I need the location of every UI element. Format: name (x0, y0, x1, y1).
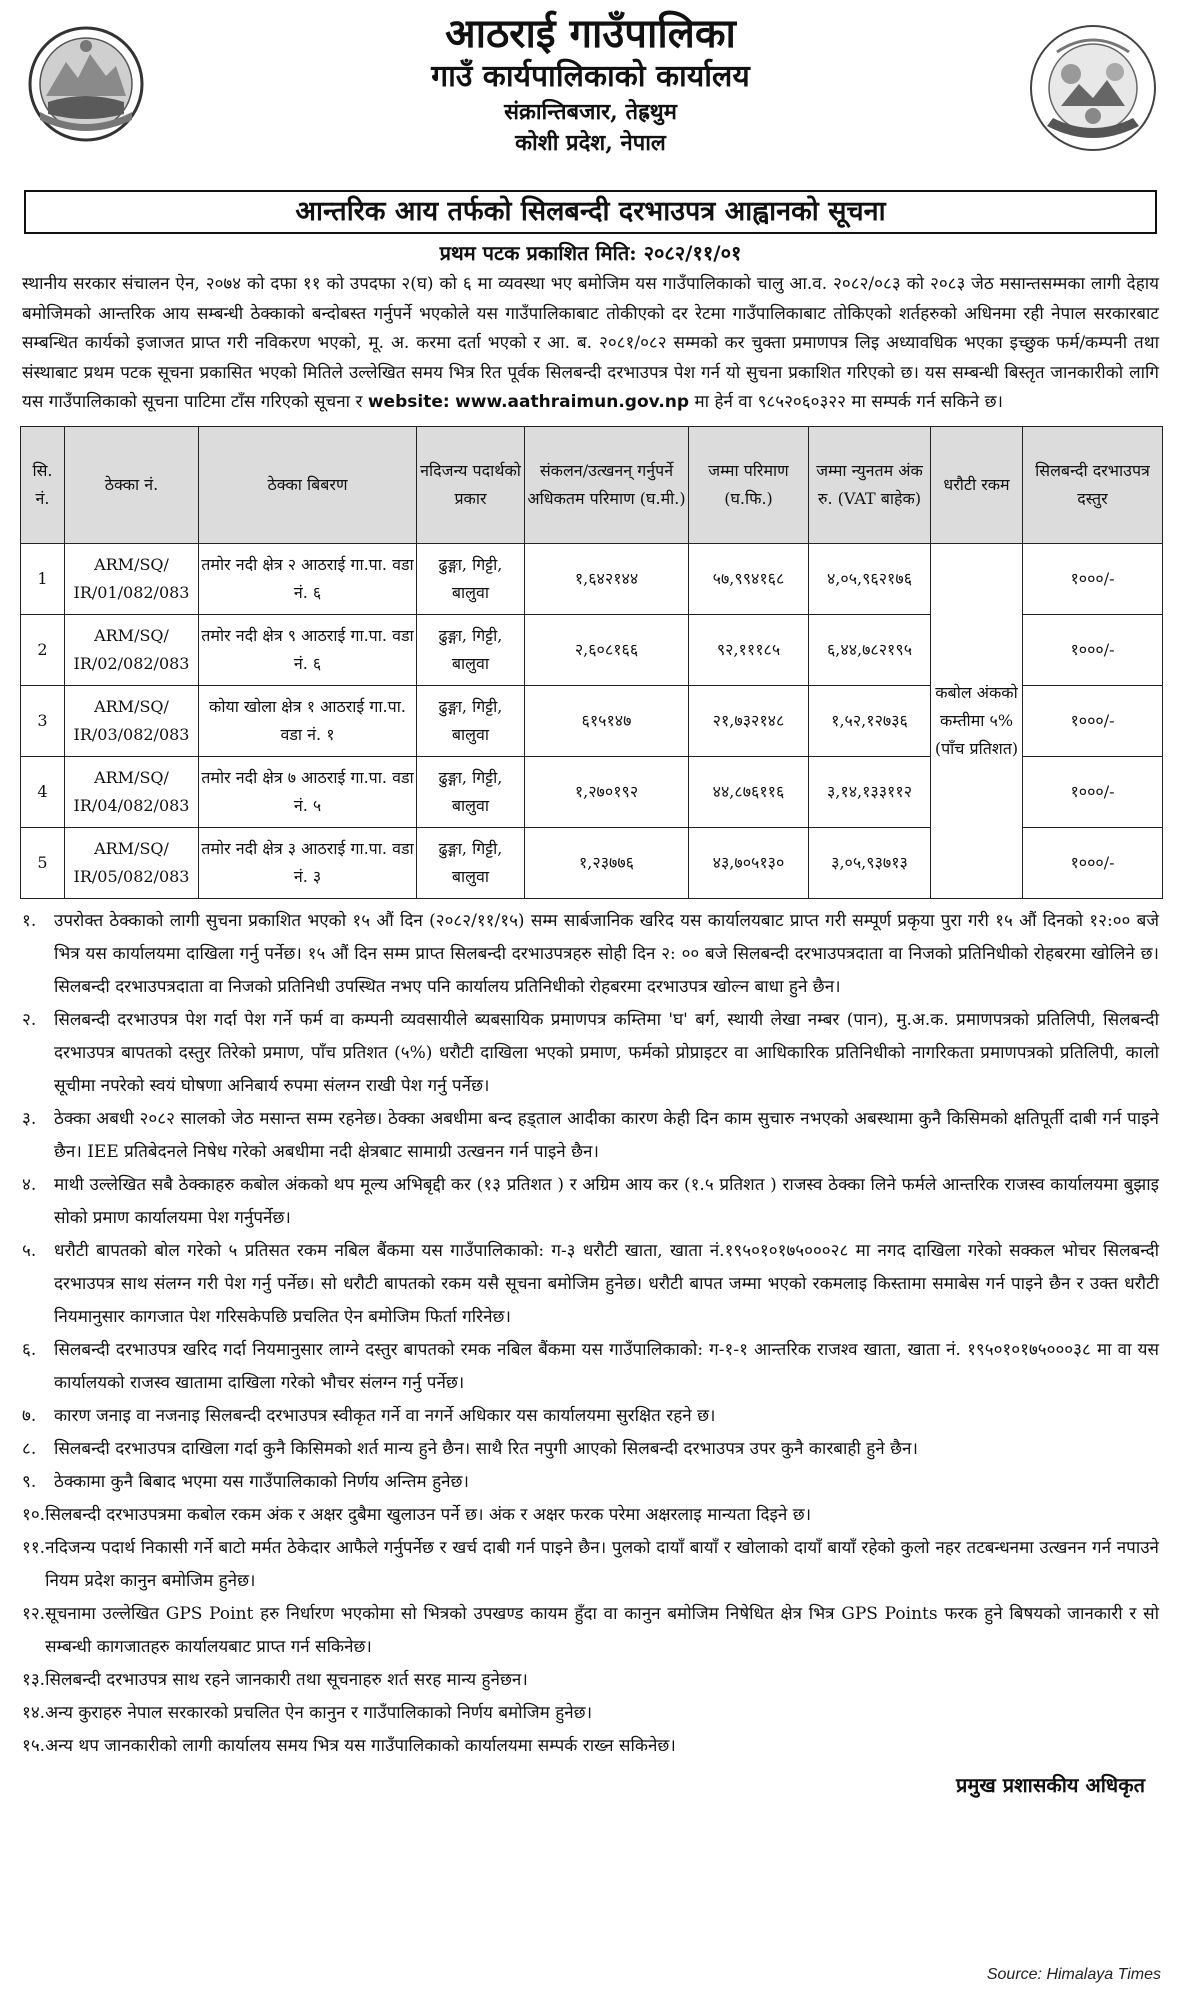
cell-description: तमोर नदी क्षेत्र २ आठराई गा.पा. वडा नं. ६ (199, 543, 417, 614)
col-max-qty: संकलन/उत्खनन् गर्नुपर्ने अधिकतम परिमाण (घ.मी.) (525, 426, 689, 543)
cell-description: तमोर नदी क्षेत्र ७ आठराई गा.पा. वडा नं. ५ (199, 756, 417, 827)
cell-max-qty: १,२३७७६ (525, 827, 689, 898)
condition-text: सिलबन्दी दरभाउपत्र पेश गर्दा पेश गर्ने फर्म वा कम्पनी व्यवसायीले ब्यबसायिक प्रमाणपत्र कम्तिमा 'घ' बर्ग, स्थायी लेखा नम्बर (पान), मु.अ.क. प्रमाणपत्रको प्रतिलिपी, सिलबन्दी दरभाउपत्र बापतको दस्तुर तिरेको प्रमाण, पाँच प्रतिशत (५%) धरौटी दाखिला भएको प्रमाण, फर्मको प्रोप्राइटर वा आधिकारिक प्रतिनिधीको नागरिकता प्रमाणपत्रको प्रतिलिपी, कालो सूचीमा नपरेको स्वयं घोषणा अनिबार्य रुपमा संलग्न राखी पेश गर्नु पर्नेछ। (54, 1009, 1159, 1096)
website-url: www.aathraimun.gov.np (455, 392, 690, 412)
col-deposit: धरौटी रकम (931, 426, 1023, 543)
cell-sn: 5 (21, 827, 65, 898)
condition-number: ४. (22, 1174, 37, 1195)
cell-min-amount: ६,४४,७८२१९५ (809, 614, 931, 685)
condition-text: उपरोक्त ठेक्काको लागी सुचना प्रकाशित भएको १५ औं दिन (२०८२/११/१५) सम्म सार्बजानिक खरिद यस कार्यालयबाट प्राप्त गरी सम्पूर्ण प्रकृया पुरा गरी १५ औं दिनको १२:०० बजे भित्र यस कार्यालयमा दाखिला गर्नु पर्नेछ। १५ औं दिन सम्म प्राप्त सिलबन्दी दरभाउपत्रहरु सोही दिन २: ०० बजे सिलबन्दी दरभाउपत्रदाता वा निजको प्रतिनिधीको रोहबरमा खोलिने छ। सिलबन्दी दरभाउपत्रदाता वा निजको प्रतिनिधी उपस्थित नभए पनि कार्यालय प्रतिनिधीको रोहबरमा दरभाउपत्र खोल्न बाधा हुने छैन। (54, 910, 1159, 997)
cell-contract: ARM/SQ/ IR/02/082/083 (65, 614, 199, 685)
condition-number: ६. (22, 1339, 37, 1360)
cell-material: ढुङ्गा, गिट्टी, बालुवा (417, 827, 525, 898)
cell-material: ढुङ्गा, गिट्टी, बालुवा (417, 756, 525, 827)
condition-item (22, 1235, 1159, 1334)
col-description: ठेक्का बिबरण (199, 426, 417, 543)
letterhead (18, 10, 1163, 182)
cell-fee: १०००/- (1023, 543, 1163, 614)
municipality-seal-icon (1027, 22, 1159, 154)
condition-text: माथी उल्लेखित सबै ठेक्काहरु कबोल अंकको थप मूल्य अभिबृद्दी कर (१३ प्रतिशत ) र अग्रिम आय कर (१.५ प्रतिशत ) राजस्व ठेक्का लिने फर्मले आन्तरिक राजस्व कार्यालयमा बुझाइ सोको प्रमाण कार्यालयमा पेश गर्नुपर्नेछ। (54, 1174, 1159, 1228)
condition-text: सूचनामा उल्लेखित GPS Point हरु निर्धारण भएकोमा सो भित्रको उपखण्ड कायम हुँदा वा कानुन बमोजिम निषेधित क्षेत्र भित्र GPS Points फरक हुने बिषयको जानकारी र सो सम्बन्धी कागजातहरु कार्यालयबाट प्राप्त गर्न सकिनेछ। (45, 1603, 1159, 1657)
cell-total-qty: ५७,९९४१६८ (689, 543, 809, 614)
condition-item (22, 1697, 1159, 1730)
cell-contract: ARM/SQ/ IR/01/082/083 (65, 543, 199, 614)
condition-item (22, 1169, 1159, 1235)
col-contract: ठेक्का नं. (65, 426, 199, 543)
cell-material: ढुङ्गा, गिट्टी, बालुवा (417, 614, 525, 685)
condition-text: सिलबन्दी दरभाउपत्र दाखिला गर्दा कुनै किसिमको शर्त मान्य हुने छैन। साथै रित नपुगी आएको सिलबन्दी दरभाउपत्र उपर कुनै कारबाही हुने छैन। (54, 1438, 918, 1459)
cell-sn: 3 (21, 685, 65, 756)
condition-item (22, 1400, 1159, 1433)
cell-description: कोया खोला क्षेत्र १ आठराई गा.पा. वडा नं. १ (199, 685, 417, 756)
condition-number: २. (22, 1009, 37, 1030)
cell-description: तमोर नदी क्षेत्र ३ आठराई गा.पा. वडा नं. ३ (199, 827, 417, 898)
org-name: आठराई गाउँपालिका (445, 10, 736, 57)
col-material: नदिजन्य पदार्थको प्रकार (417, 426, 525, 543)
cell-contract: ARM/SQ/ IR/05/082/083 (65, 827, 199, 898)
nepal-emblem-icon (26, 24, 146, 144)
cell-fee: १०००/- (1023, 685, 1163, 756)
condition-item (22, 1433, 1159, 1466)
conditions-list (22, 905, 1159, 1763)
cell-contract: ARM/SQ/ IR/04/082/083 (65, 756, 199, 827)
notice-title: आन्तरिक आय तर्फको सिलबन्दी दरभाउपत्र आह्वानको सूचना (24, 190, 1157, 234)
cell-total-qty: ४४,८७६११६ (689, 756, 809, 827)
cell-max-qty: ६१५१४७ (525, 685, 689, 756)
condition-item (22, 905, 1159, 1004)
condition-item (22, 1004, 1159, 1103)
condition-number: १२. (22, 1603, 46, 1624)
condition-number: ८. (22, 1438, 37, 1459)
condition-item (22, 1598, 1159, 1664)
condition-item (22, 1499, 1159, 1532)
cell-max-qty: २,६०८१६६ (525, 614, 689, 685)
cell-sn: 2 (21, 614, 65, 685)
notice-page (18, 8, 1163, 1983)
condition-item (22, 1466, 1159, 1499)
table-header-row (21, 426, 1163, 543)
condition-number: १. (22, 910, 37, 931)
cell-max-qty: १,६४२१४४ (525, 543, 689, 614)
condition-number: १०. (22, 1504, 46, 1525)
condition-text: नदिजन्य पदार्थ निकासी गर्ने बाटो मर्मत ठेकेदार आफैले गर्नुपर्नेछ र खर्च दाबी गर्न पाइने छैन। पुलको दायाँ बायाँ र खोलाको दायाँ बायाँ रहेको कुलो नहर तटबन्धनमा उत्खनन गर्न नपाउने नियम प्रदेश कानुन बमोजिम हुनेछ। (45, 1537, 1159, 1591)
condition-item (22, 1532, 1159, 1598)
condition-number: ३. (22, 1108, 37, 1129)
condition-text: सिलबन्दी दरभाउपत्र खरिद गर्दा नियमानुसार लाग्ने दस्तुर बापतको रमक नबिल बैंकमा यस गाउँपालिकाको: ग-१-१ आन्तरिक राजश्व खाता, खाता नं. १९५०१०१७५०००३८ मा वा यस कार्यालयको राजस्व खातामा दाखिला गरेको भौचर संलग्न गर्नु पर्नेछ। (54, 1339, 1159, 1393)
cell-min-amount: ३,१४,१३३११२ (809, 756, 931, 827)
condition-text: कारण जनाइ वा नजनाइ सिलबन्दी दरभाउपत्र स्वीकृत गर्ने वा नगर्ने अधिकार यस कार्यालयमा सुरक्षित रहने छ। (54, 1405, 716, 1426)
source-credit: Source: Himalaya Times (986, 1966, 1161, 1983)
condition-text: ठेक्कामा कुनै बिबाद भएमा यस गाउँपालिकाको निर्णय अन्तिम हुनेछ। (54, 1471, 469, 1492)
cell-fee: १०००/- (1023, 614, 1163, 685)
cell-max-qty: १,२७०१९२ (525, 756, 689, 827)
condition-number: ९. (22, 1471, 37, 1492)
condition-number: १५. (22, 1735, 46, 1756)
intro-text: स्थानीय सरकार संचालन ऐन, २०७४ को दफा ११ को उपदफा २(घ) को ६ मा व्यवस्था भए बमोजिम यस गाउँपालिकाको चालु आ.व. २०८२/०८३ को २०८३ जेठ मसान्तसम्मका लागी देहाय बमोजिमको आन्तरिक आय सम्बन्धी ठेक्काको बन्दोबस्त गर्नुपर्ने भएकोले यस गाउँपालिकाबाट तोकीएको दर रेटमा गाउँपालिकाबाट तोकिएको शर्तहरुको अधिनमा रही नेपाल सरकारबाट सम्बन्धित कार्यको इजाजत प्राप्त गरी नविकरण भएको, मू. अ. करमा दर्ता भएको र आ. ब. २०८१/०८२ सम्मको कर चुक्ता प्रमाणपत्र लिइ अध्यावधिक भएका इच्छुक फर्म/कम्पनी तथा संस्थाबाट प्रथम पटक सूचना प्रकासित भएको मितिले उल्लेखित समय भित्र रित पूर्वक सिलबन्दी दरभाउपत्र पेश गर्न यो सुचना प्रकाशित गरिएको छ। यस सम्बन्धी बिस्तृत जानकारीको लागि यस गाउँपालिकाको सूचना पाटिमा टाँस गरिएको सूचना र (22, 274, 1159, 412)
condition-number: १४. (22, 1702, 46, 1723)
col-fee: सिलबन्दी दरभाउपत्र दस्तुर (1023, 426, 1163, 543)
cell-total-qty: ९२,१११८५ (689, 614, 809, 685)
condition-number: ७. (22, 1405, 37, 1426)
condition-number: १३. (22, 1669, 46, 1690)
cell-sn: 4 (21, 756, 65, 827)
office-name: गाउँ कार्यपालिकाको कार्यालय (431, 59, 750, 94)
tender-table (20, 426, 1163, 899)
cell-contract: ARM/SQ/ IR/03/082/083 (65, 685, 199, 756)
condition-number: ११. (22, 1537, 46, 1558)
cell-min-amount: ४,०५,९६२१७६ (809, 543, 931, 614)
signature-title: प्रमुख प्रशासकीय अधिकृत (956, 1772, 1145, 1797)
condition-text: ठेक्का अबधी २०८२ सालको जेठ मसान्त सम्म रहनेछ। ठेक्का अबधीमा बन्द हड्ताल आदीका कारण केही दिन काम सुचारु नभएको अबस्थामा कुनै किसिमको क्षतिपूर्ती दाबी गर्न पाइने छैन। IEE प्रतिबेदनले निषेध गरेको अबधीमा नदी क्षेत्रबाट सामाग्री उत्खनन गर्न पाइने छैन। (54, 1108, 1159, 1162)
cell-fee: १०००/- (1023, 827, 1163, 898)
col-sn: सि. नं. (21, 426, 65, 543)
condition-item (22, 1664, 1159, 1697)
condition-number: ५. (22, 1240, 37, 1261)
condition-text: धरौटी बापतको बोल गरेको ५ प्रतिसत रकम नबिल बैंकमा यस गाउँपालिकाको: ग-३ धरौटी खाता, खाता नं.१९५०१०१७५०००२८ मा नगद दाखिला गरेको सक्कल भोचर सिलबन्दी दरभाउपत्र साथ संलग्न गरी पेश गर्नु पर्नेछ। सो धरौटी बापतको रकम यसै सूचना बमोजिम हुनेछ। धरौटी बापत जम्मा भएको रकमलाइ किस्तामा समाबेस गर्न पाइने छैन र उक्त धरौटी नियमानुसार कागजात पेश गरिसकेपछि प्रचलित ऐन बमोजिम फिर्ता गरिनेछ। (54, 1240, 1159, 1327)
condition-text: सिलबन्दी दरभाउपत्र साथ रहने जानकारी तथा सूचनाहरु शर्त सरह मान्य हुनेछन। (45, 1669, 528, 1690)
publish-date: प्रथम पटक प्रकाशित मिति: २०८२/११/०१ (439, 241, 742, 265)
col-min-amount: जम्मा न्युनतम अंक रु. (VAT बाहेक) (809, 426, 931, 543)
address-line-2: कोशी प्रदेश, नेपाल (515, 130, 666, 156)
condition-text: सिलबन्दी दरभाउपत्रमा कबोल रकम अंक र अक्षर दुबैमा खुलाउन पर्ने छ। अंक र अक्षर फरक परेमा अक्षरलाइ मान्यता दिइने छ। (45, 1504, 812, 1525)
condition-text: अन्य थप जानकारीको लागी कार्यालय समय भित्र यस गाउँपालिकाको कार्यालयमा सम्पर्क राख्न सकिनेछ। (45, 1735, 676, 1756)
address-line-1: संक्रान्तिबजार, तेह्रथुम (504, 99, 677, 125)
website-label: website: (367, 392, 450, 412)
intro-paragraph (22, 270, 1159, 418)
col-total-qty: जम्मा परिमाण (घ.फि.) (689, 426, 809, 543)
condition-item (22, 1334, 1159, 1400)
condition-item (22, 1103, 1159, 1169)
condition-item (22, 1730, 1159, 1763)
condition-text: अन्य कुराहरु नेपाल सरकारको प्रचलित ऐन कानुन र गाउँपालिकाको निर्णय बमोजिम हुनेछ। (45, 1702, 593, 1723)
cell-description: तमोर नदी क्षेत्र ९ आठराई गा.पा. वडा नं. ६ (199, 614, 417, 685)
cell-min-amount: ३,०५,९३७१३ (809, 827, 931, 898)
cell-fee: १०००/- (1023, 756, 1163, 827)
cell-total-qty: २१,७३२१४८ (689, 685, 809, 756)
intro-tail: मा हेर्न वा ९८५२०६०३२२ मा सम्पर्क गर्न सकिने छ। (694, 392, 1003, 412)
cell-min-amount: १,५२,१२७३६ (809, 685, 931, 756)
cell-total-qty: ४३,७०५१३० (689, 827, 809, 898)
cell-sn: 1 (21, 543, 65, 614)
cell-material: ढुङ्गा, गिट्टी, बालुवा (417, 543, 525, 614)
table-row (21, 543, 1163, 614)
cell-deposit: कबोल अंकको कम्तीमा ५% (पाँच प्रतिशत) (931, 543, 1023, 898)
cell-material: ढुङ्गा, गिट्टी, बालुवा (417, 685, 525, 756)
